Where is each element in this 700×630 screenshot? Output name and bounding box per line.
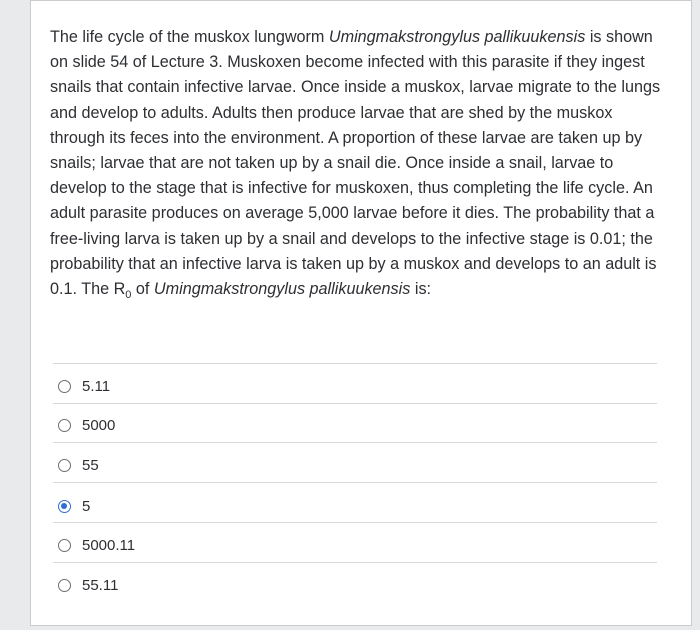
option-label: 5000: [82, 416, 116, 434]
radio-button-icon[interactable]: [58, 419, 71, 432]
radio-button-icon[interactable]: [58, 579, 71, 592]
divider: [53, 403, 657, 404]
option-label: 5.11: [82, 377, 111, 395]
radio-button-icon[interactable]: [58, 539, 71, 552]
option-label: 55: [82, 456, 99, 474]
radio-button-selected-icon[interactable]: [58, 500, 71, 513]
divider: [53, 363, 657, 364]
divider: [53, 442, 657, 443]
answer-option-55-11[interactable]: [58, 571, 118, 599]
divider: [53, 522, 657, 523]
answer-option-5[interactable]: [58, 492, 90, 520]
question-text-part: is shown on slide 54 of Lecture 3. Muskoxen become infected with this parasite if they ingest snails that contain infective larvae. Once inside a muskox, larvae migrate to the lungs and develop to adults. Adults then produce larvae that are shed by the muskox through its feces into the environment. A proportion of these larvae are taken up by snails; larvae that are not taken up by a snail die. Once inside a snail, larvae to develop to the stage that is infective for muskoxen, thus completing the life cycle. An adult parasite produces on average 5,000 larvae before it dies. The probability that a free-living larva is taken up by a snail and develops to the infective stage is 0.01; the probability that an infective larva is taken up by a muskox and develops to an adult is 0.1. The R: [50, 28, 661, 299]
question-text-part: of: [131, 280, 154, 299]
question-card: [30, 0, 692, 626]
option-label: 55.11: [82, 576, 119, 594]
r-subscript: 0: [125, 289, 132, 302]
species-name: Umingmakstrongylus pallikuukensis: [328, 28, 586, 46]
divider: [53, 482, 657, 483]
option-label: 5: [82, 497, 91, 515]
radio-button-icon[interactable]: [58, 459, 71, 472]
answer-option-5000-11[interactable]: [58, 531, 135, 559]
answer-option-5-11[interactable]: [58, 372, 110, 400]
option-label: 5000.11: [82, 536, 136, 554]
question-text-part: is:: [410, 280, 432, 299]
radio-button-icon[interactable]: [58, 380, 71, 393]
species-name: Umingmakstrongylus pallikuukensis: [153, 280, 411, 299]
question-text: [50, 25, 670, 302]
divider: [53, 562, 657, 563]
question-text-part: The life cycle of the muskox lungworm: [50, 28, 329, 46]
answer-option-55[interactable]: [58, 451, 99, 479]
answer-option-5000[interactable]: [58, 411, 115, 439]
